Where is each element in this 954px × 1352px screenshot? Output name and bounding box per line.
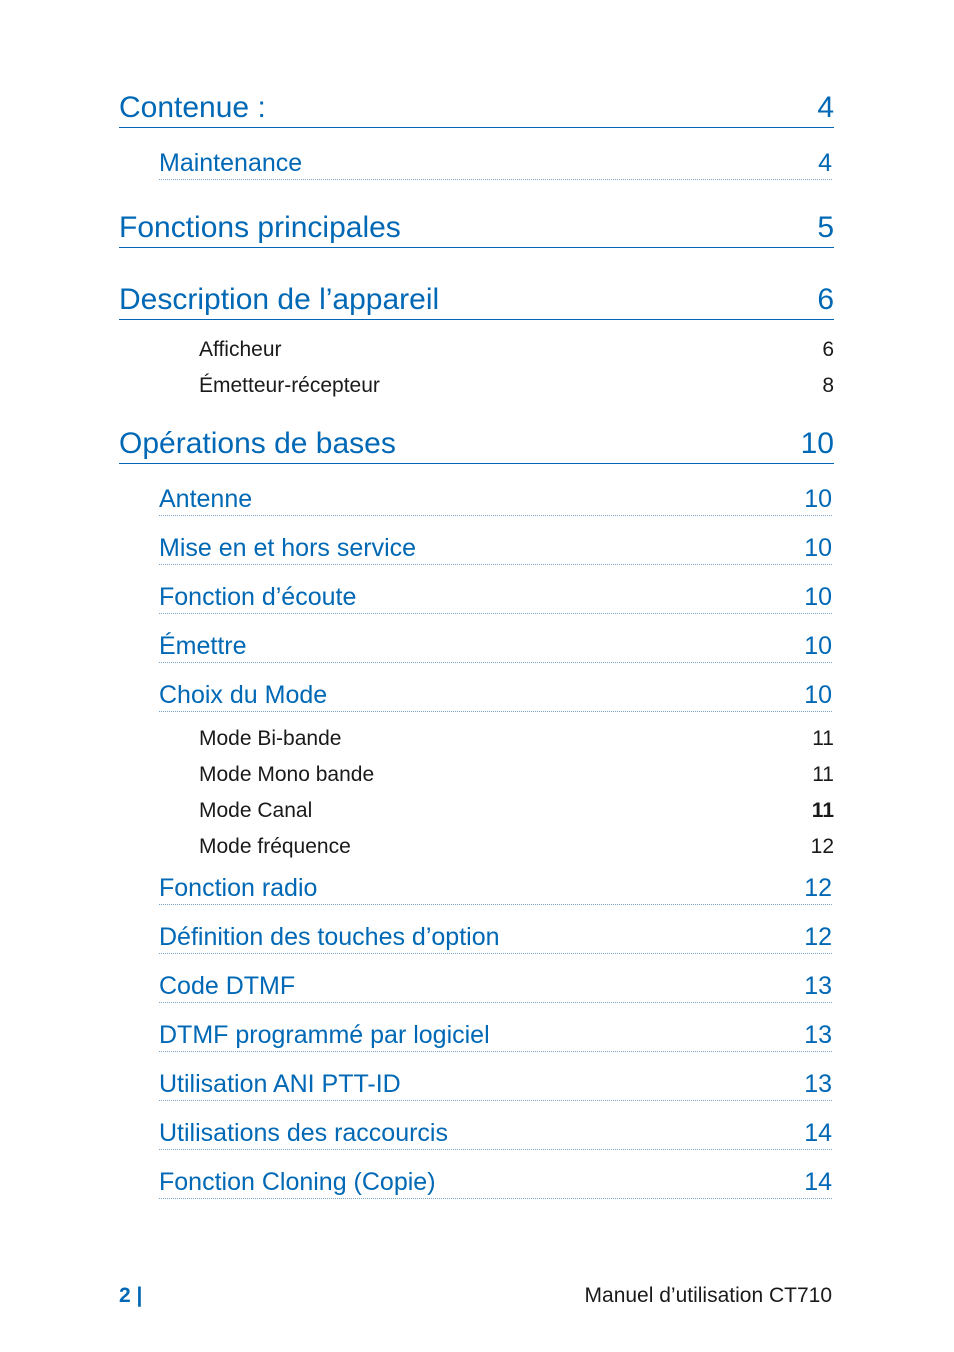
toc-page: 13 — [804, 1021, 832, 1049]
footer-manual-title: Manuel d’utilisation CT710 — [584, 1284, 832, 1307]
toc-page: 5 — [817, 211, 834, 244]
toc-page: 11 — [812, 763, 834, 786]
toc-page: 4 — [817, 91, 834, 124]
toc-page: 12 — [804, 874, 832, 902]
toc-title: Fonction radio — [159, 874, 318, 902]
toc-page: 8 — [822, 374, 834, 397]
toc-entry-code-dtmf[interactable] — [159, 969, 832, 1003]
toc-page: 11 — [812, 727, 834, 750]
toc-entry-fonction-radio[interactable] — [159, 871, 832, 905]
toc-entry-cloning[interactable] — [159, 1165, 832, 1199]
toc-title: Afficheur — [199, 338, 282, 361]
toc-title: Définition des touches d’option — [159, 923, 500, 951]
toc-title: Opérations de bases — [119, 427, 396, 460]
toc-title: Mode Bi-bande — [199, 727, 342, 750]
toc-title: Fonction Cloning (Copie) — [159, 1168, 436, 1196]
toc-title: Antenne — [159, 485, 253, 513]
toc-page: 10 — [804, 485, 832, 513]
toc-entry-antenne[interactable] — [159, 482, 832, 516]
toc-entry-choix-du-mode[interactable] — [159, 678, 832, 712]
toc-entry-ani-ptt-id[interactable] — [159, 1067, 832, 1101]
toc-title: Description de l’appareil — [119, 283, 440, 316]
toc-title: Maintenance — [159, 149, 303, 177]
toc-page: 10 — [804, 681, 832, 709]
toc-entry-raccourcis[interactable] — [159, 1116, 832, 1150]
toc-entry-fonctions-principales[interactable] — [119, 208, 834, 248]
toc-title: Code DTMF — [159, 972, 296, 1000]
toc-page: 14 — [804, 1168, 832, 1196]
toc-page: 6 — [822, 338, 834, 361]
toc-entry-emetteur-recepteur[interactable] — [199, 370, 834, 398]
toc-title: Fonctions principales — [119, 211, 401, 244]
toc-page: 14 — [804, 1119, 832, 1147]
toc-page: 4 — [818, 149, 832, 177]
toc-entry-mode-bi-bande[interactable] — [199, 723, 834, 751]
toc-page: 11 — [811, 799, 834, 822]
footer-page-number: 2 | — [119, 1284, 143, 1307]
toc-entry-dtmf-logiciel[interactable] — [159, 1018, 832, 1052]
toc-page: 12 — [804, 923, 832, 951]
toc-entry-description[interactable] — [119, 280, 834, 320]
toc-page: 10 — [800, 427, 834, 460]
toc-entry-definition-touches[interactable] — [159, 920, 832, 954]
toc-page: 13 — [804, 972, 832, 1000]
toc-entry-mode-frequence[interactable] — [199, 831, 834, 859]
toc-page: 10 — [804, 583, 832, 611]
toc-page: 13 — [804, 1070, 832, 1098]
toc-title: Utilisation ANI PTT-ID — [159, 1070, 401, 1098]
toc-page: 10 — [804, 632, 832, 660]
toc-entry-operations[interactable] — [119, 424, 834, 464]
toc-entry-contenue[interactable] — [119, 88, 834, 128]
toc-entry-mode-canal[interactable] — [199, 795, 834, 823]
toc-page: 10 — [804, 534, 832, 562]
toc-entry-emettre[interactable] — [159, 629, 832, 663]
toc-page: 12 — [810, 835, 834, 858]
toc-title: Fonction d’écoute — [159, 583, 357, 611]
toc-entry-mise-en-service[interactable] — [159, 531, 832, 565]
toc-title: Mode Mono bande — [199, 763, 375, 786]
toc-title: Émettre — [159, 632, 247, 660]
toc-entry-mode-mono-bande[interactable] — [199, 759, 834, 787]
toc-title: Mode Canal — [199, 799, 313, 822]
toc-entry-afficheur[interactable] — [199, 334, 834, 362]
toc-title: Contenue : — [119, 91, 266, 124]
toc-title: Choix du Mode — [159, 681, 328, 709]
toc-title: Utilisations des raccourcis — [159, 1119, 448, 1147]
toc-page: 6 — [817, 283, 834, 316]
toc-title: DTMF programmé par logiciel — [159, 1021, 490, 1049]
toc-entry-fonction-ecoute[interactable] — [159, 580, 832, 614]
toc-entry-maintenance[interactable] — [159, 146, 832, 180]
toc-title: Émetteur-récepteur — [199, 374, 380, 397]
toc-title: Mode fréquence — [199, 835, 351, 858]
toc-title: Mise en et hors service — [159, 534, 417, 562]
